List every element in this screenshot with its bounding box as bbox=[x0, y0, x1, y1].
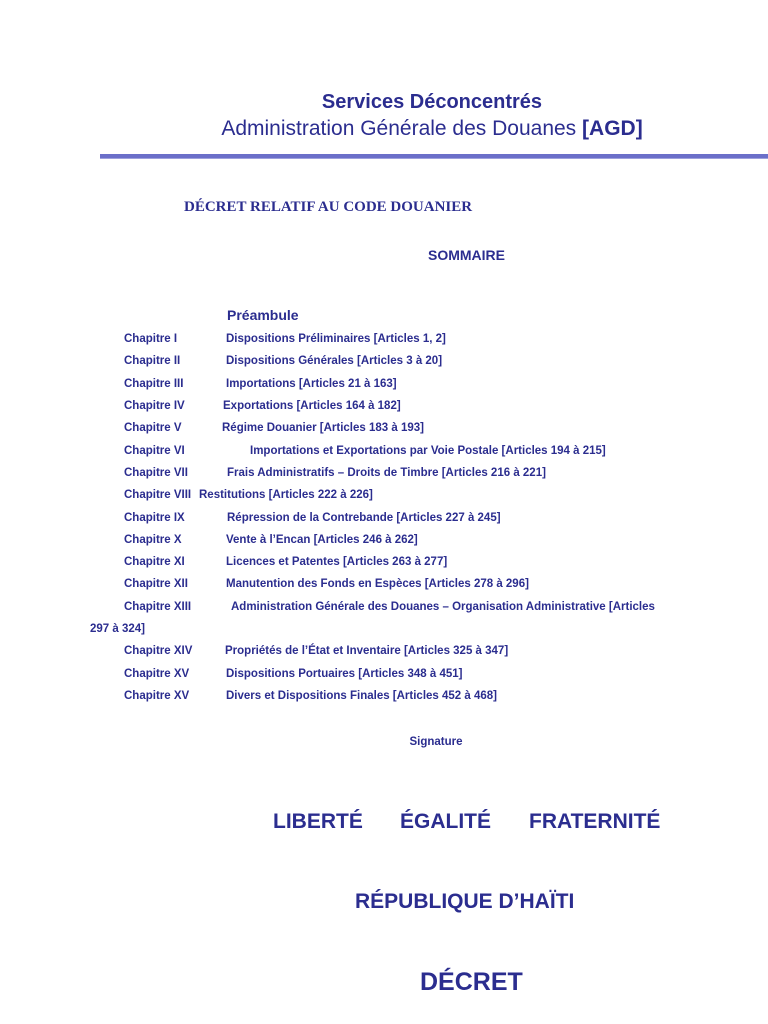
toc-chapter-label: Chapitre VII bbox=[124, 467, 188, 479]
toc-chapter-title: Restitutions [Articles 222 à 226] bbox=[199, 489, 373, 501]
toc-chapter-title: Exportations [Articles 164 à 182] bbox=[223, 400, 401, 412]
toc-chapter-title: Répression de la Contrebande [Articles 227 à 245] bbox=[227, 512, 501, 524]
toc-chapter-title: Dispositions Générales [Articles 3 à 20] bbox=[226, 355, 443, 367]
toc-chapter-label: Chapitre II bbox=[124, 355, 181, 367]
toc-chapter-label: Chapitre XIII bbox=[124, 601, 192, 613]
toc-chapter-title: Frais Administratifs – Droits de Timbre [Articles 216 à 221] bbox=[227, 467, 546, 479]
toc-chapter-label: Chapitre I bbox=[124, 333, 178, 345]
toc-chapter-label: Chapitre XV bbox=[124, 690, 190, 702]
toc-chapter-label: Chapitre XV bbox=[124, 668, 190, 680]
republique-heading: RÉPUBLIQUE D’HAÏTI bbox=[355, 890, 575, 913]
toc-chapter-label: Chapitre XII bbox=[124, 578, 188, 590]
toc-chapter-title: Dispositions Préliminaires [Articles 1, 2] bbox=[226, 333, 446, 345]
toc-chapter-title: Licences et Patentes [Articles 263 à 277] bbox=[226, 556, 448, 568]
toc-chapter-title-continuation: 297 à 324] bbox=[90, 623, 145, 635]
header-acronym: [AGD] bbox=[582, 117, 643, 140]
toc-chapter-label: Chapitre XIV bbox=[124, 645, 193, 657]
toc-chapter-label: Chapitre IX bbox=[124, 512, 185, 524]
toc-chapter-label: Chapitre IV bbox=[124, 400, 185, 412]
summary-heading: SOMMAIRE bbox=[428, 247, 505, 263]
toc-chapter-label: Chapitre X bbox=[124, 534, 182, 546]
motto-egalite: ÉGALITÉ bbox=[400, 810, 492, 833]
toc-chapter-title: Régime Douanier [Articles 183 à 193] bbox=[222, 422, 424, 434]
toc-chapter-title: Manutention des Fonds en Espèces [Articles 278 à 296] bbox=[226, 578, 529, 590]
toc-chapter-label: Chapitre V bbox=[124, 422, 182, 434]
toc-chapter-label: Chapitre VIII bbox=[124, 489, 192, 501]
signature-label: Signature bbox=[409, 736, 463, 748]
toc-chapter-title: Divers et Dispositions Finales [Articles 452 à 468] bbox=[226, 690, 498, 702]
toc-chapter-title: Importations et Exportations par Voie Postale [Articles 194 à 215] bbox=[250, 445, 606, 457]
toc-chapter-title: Dispositions Portuaires [Articles 348 à 451] bbox=[226, 668, 463, 680]
header-services bbox=[0, 91, 768, 114]
toc-chapter-title: Vente à l’Encan [Articles 246 à 262] bbox=[226, 534, 418, 546]
toc-chapter-label: Chapitre XI bbox=[124, 556, 185, 568]
decret-heading: DÉCRET bbox=[420, 968, 523, 996]
toc-chapter-title: Administration Générale des Douanes – Organisation Administrative [Articles bbox=[231, 601, 655, 613]
toc-chapter-title: Propriétés de l’État et Inventaire [Articles 325 à 347] bbox=[225, 645, 509, 657]
header-administration-text: Administration Générale des Douanes bbox=[221, 117, 577, 140]
motto-fraternite: FRATERNITÉ bbox=[529, 810, 661, 833]
motto-liberte: LIBERTÉ bbox=[273, 810, 363, 833]
toc-chapter-label: Chapitre VI bbox=[124, 445, 185, 457]
header-divider bbox=[100, 154, 768, 159]
preamble-heading: Préambule bbox=[227, 307, 299, 323]
decree-title: DÉCRET RELATIF AU CODE DOUANIER bbox=[184, 199, 473, 215]
toc-chapter-title: Importations [Articles 21 à 163] bbox=[226, 378, 397, 390]
header-services-text: Services Déconcentrés bbox=[321, 91, 543, 113]
header-administration bbox=[0, 117, 768, 141]
toc-chapter-label: Chapitre III bbox=[124, 378, 184, 390]
